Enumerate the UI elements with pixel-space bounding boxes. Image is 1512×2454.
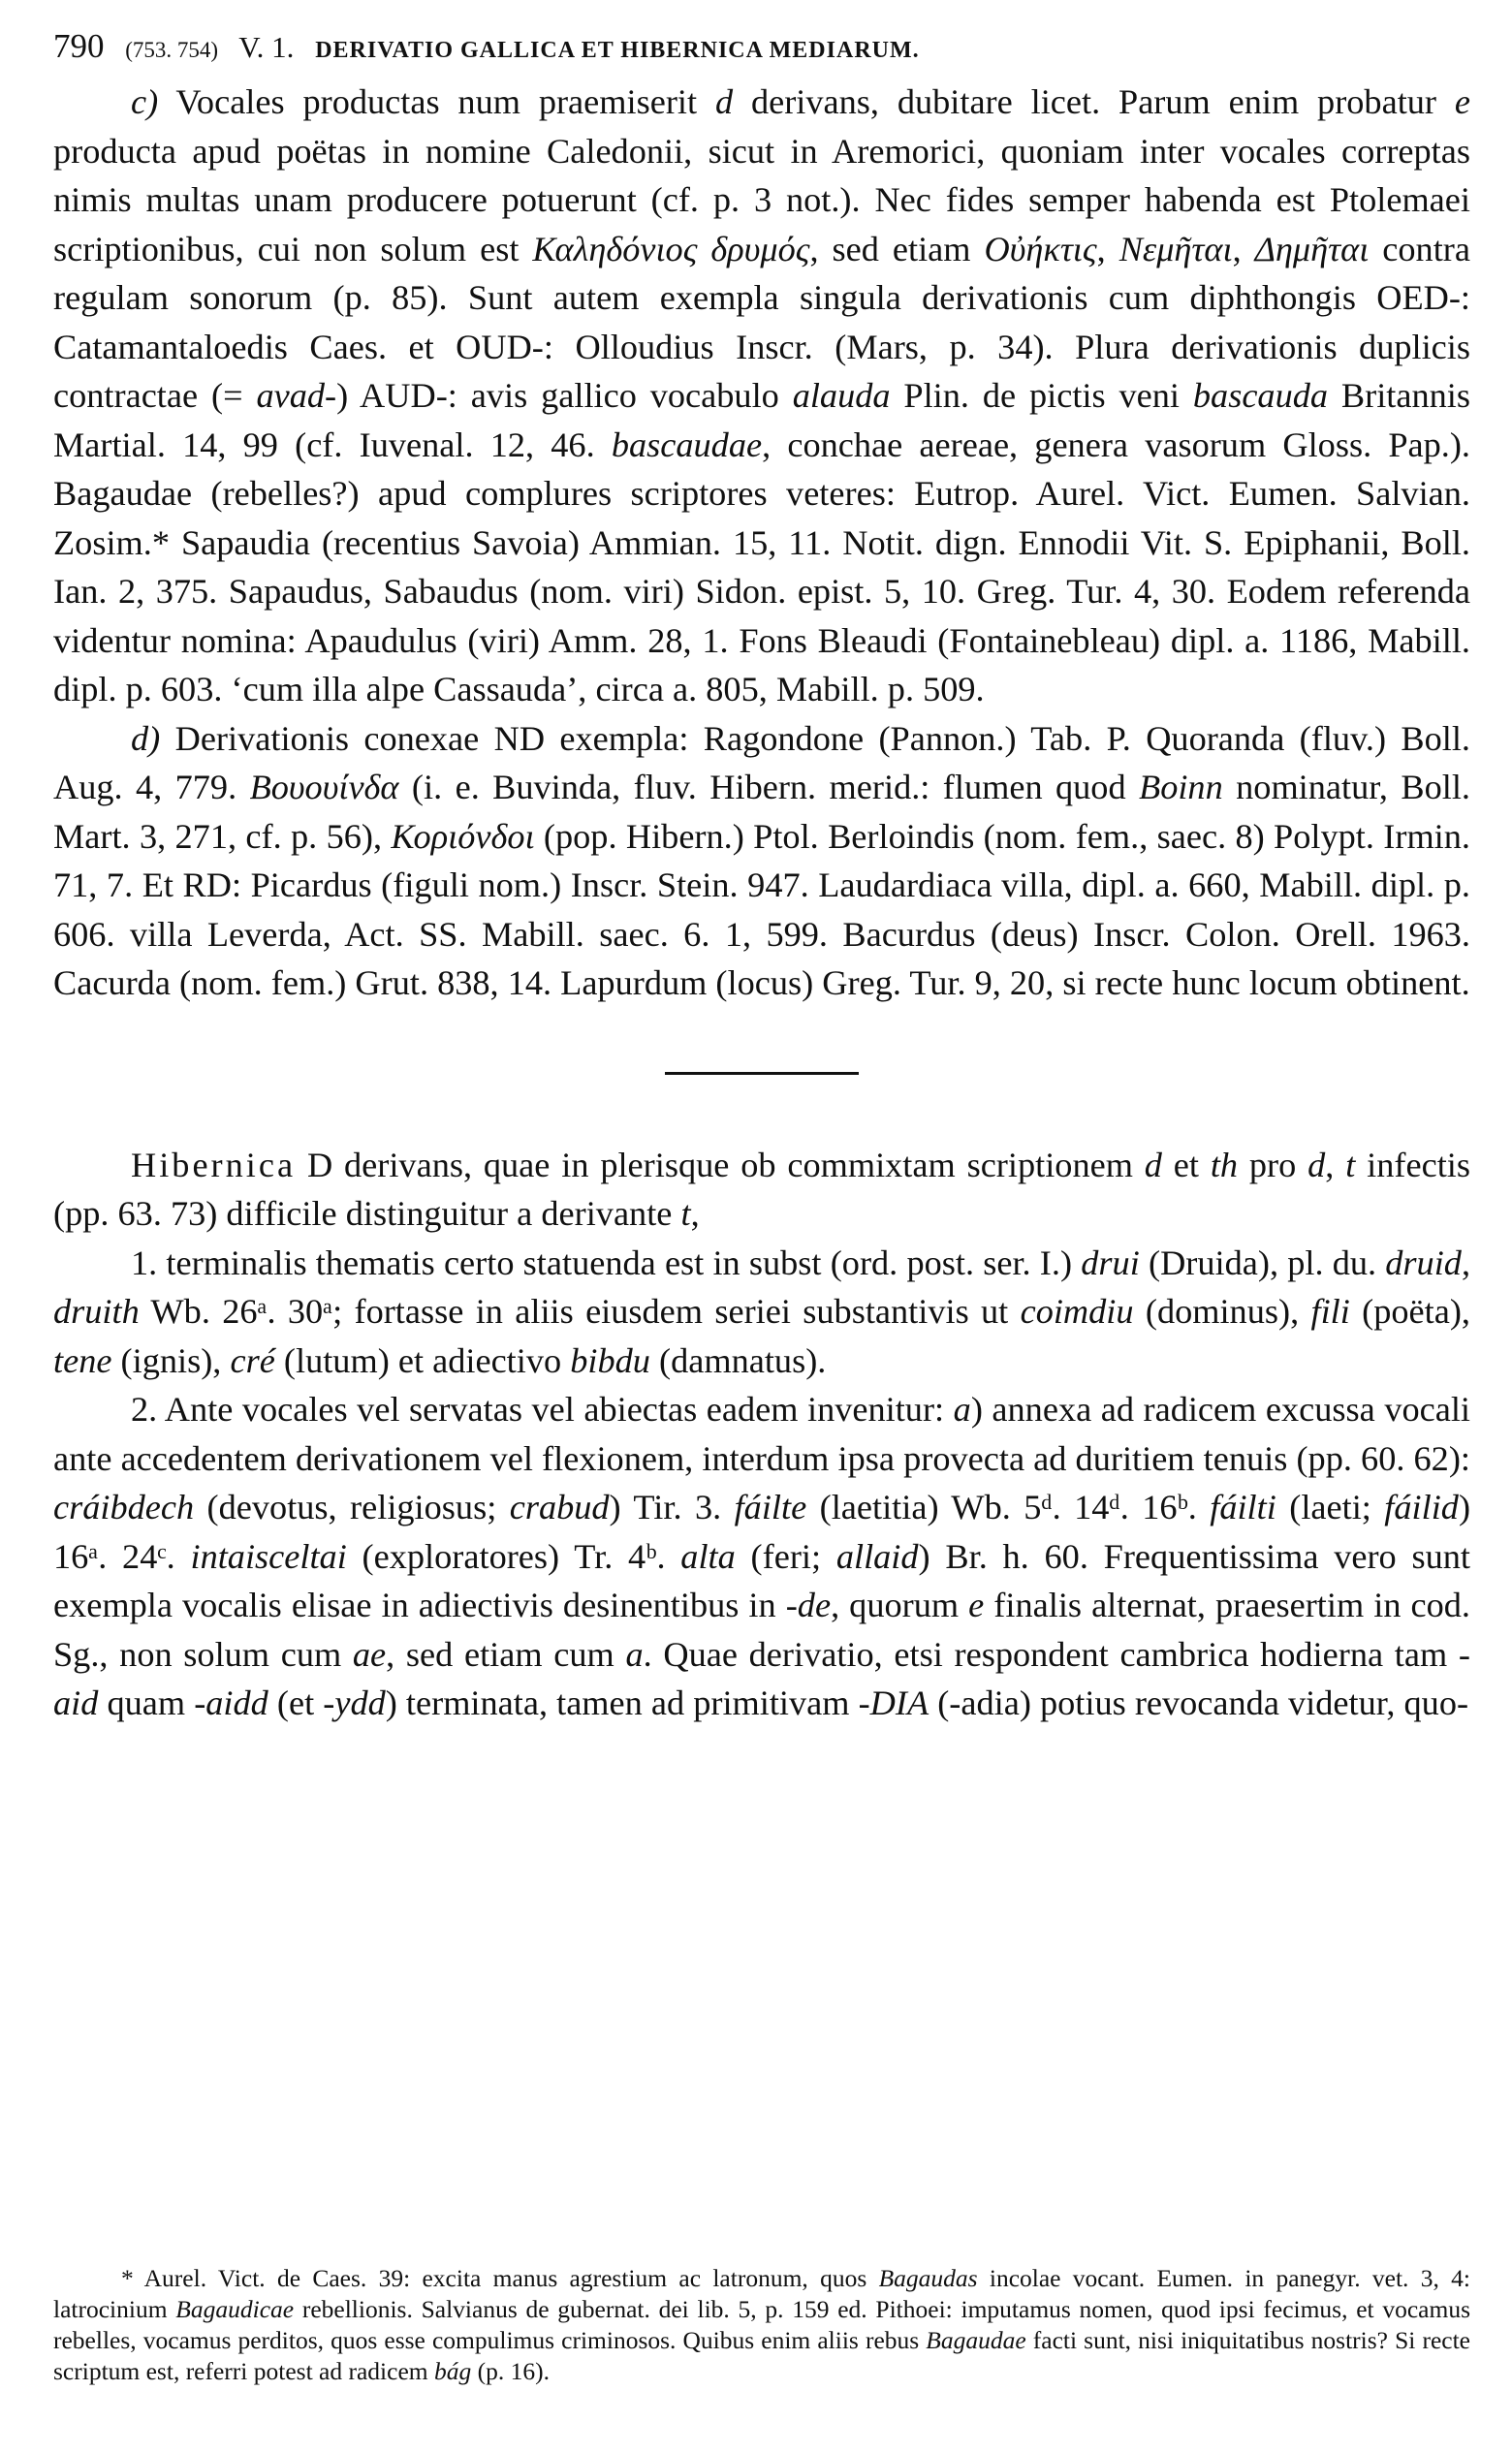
- greek-word: Κοριόνδοι: [391, 816, 535, 856]
- section-divider: [665, 1072, 859, 1075]
- hibernica-heading: Hibernica: [131, 1145, 297, 1184]
- volume-ref: V. 1.: [238, 30, 295, 64]
- paragraph-item-1: 1. terminalis thematis certo statuenda est in subst (ord. post. ser. I.) drui (Druida), pl. du. druid, druith Wb. 26ᵃ. 30ᵃ; fortasse in aliis eiusdem seriei substantivis ut coimdiu (dominus), fili (poëta), tene (ignis), cré (lutum) et adiectivo bibdu (damnatus).: [53, 1243, 1471, 1380]
- label-d: d): [131, 718, 161, 758]
- footnotes: [53, 2263, 1470, 2387]
- page-number: 790: [53, 27, 105, 65]
- paragraph-hibernica: Hibernica D derivans, quae in plerisque ob commixtam scriptionem d et th pro d, t infectis (pp. 63. 73) difficile distinguitur a derivante t,: [53, 1145, 1470, 1233]
- paragraph-d: d) Derivationis conexae ND exempla: Ragondone (Pannon.) Tab. P. Quoranda (fluv.) Boll. Aug. 4, 779. Βουουίνδα (i. e. Buvinda, fluv. Hibern. merid.: flumen quod Boinn nominatur, Boll. Mart. 3, 271, cf. p. 56), Κοριόνδοι (pop. Hibern.) Ptol. Berloindis (nom. fem., saec. 8) Polypt. Irmin. 71, 7. Et RD: Picardus (figuli nom.) Inscr. Stein. 947. Laudardiaca villa, dipl. a. 660, Mabill. dipl. p. 606. villa Leverda, Act. SS. Mabill. saec. 6. 1, 599. Bacurdus (deus) Inscr. Colon. Orell. 1963. Cacurda (nom. fem.) Grut. 838, 14. Lapurdum (locus) Greg. Tur. 9, 20, si recte hunc locum obtinent.: [53, 718, 1470, 1002]
- footnote-1: * Aurel. Vict. de Caes. 39: excita manus agrestium ac latronum, quos Bagaudas incolae vocant. Eumen. in panegyr. vet. 3, 4: latrocinium Bagaudicae rebellionis. Salvianus de gubernat. dei lib. 5, p. 159 ed. Pithoei: imputamus nomen, quod ipsi fecimus, et vocamus rebelles, vocamus perditos, quos esse compulimus criminosos. Quibus enim aliis rebus Bagaudae facti sunt, nisi iniquitatibus nostris? Si recte scriptum est, referri potest ad radicem bág (p. 16).: [53, 2264, 1470, 2385]
- greek-word: Δημῆται: [1254, 229, 1370, 268]
- paragraph-item-2: 2. Ante vocales vel servatas vel abiectas eadem invenitur: a) annexa ad radicem excussa vocali ante accedentem derivationem vel flexionem, interdum ipsa provecta ad duritiem tenuis (pp. 60. 62): cráibdech (devotus, religiosus; crabud) Tir. 3. fáilte (laetitia) Wb. 5ᵈ. 14ᵈ. 16ᵇ. fáilti (laeti; fáilid) 16ᵃ. 24ᶜ. intaisceltai (exploratores) Tr. 4ᵇ. alta (feri; allaid) Br. h. 60. Frequentissima vero sunt exempla vocalis elisae in adiectivis desinentibus in -de, quorum e finalis alternat, praesertim in cod. Sg., non solum cum ae, sed etiam cum a. Quae derivatio, etsi respondent cambrica hodierna tam -aid quam -aidd (et -ydd) terminata, tamen ad primitivam -DIA (-adia) potius revocanda videtur, quo-: [53, 1390, 1471, 1722]
- greek-word: Καληδόνιος δρυμός: [532, 229, 810, 268]
- running-header: [53, 27, 1470, 78]
- label-c: c): [131, 82, 159, 121]
- page-refs: (753. 754): [125, 38, 219, 62]
- main-text: [53, 78, 1470, 1728]
- greek-word: Νεμῆται: [1118, 229, 1233, 268]
- greek-word: Οὐήκτις: [984, 229, 1097, 268]
- paragraph-c: c) Vocales productas num praemiserit d derivans, dubitare licet. Parum enim probatur e producta apud poëtas in nomine Caledonii, sicut in Aremorici, quoniam inter vocales correptas nimis multas unam producere potuerunt (cf. p. 3 not.). Nec fides semper habenda est Ptolemaei scriptionibus, cui non solum est Καληδόνιος δρυμός, sed etiam Οὐήκτις, Νεμῆται, Δημῆται contra regulam sonorum (p. 85). Sunt autem exempla singula derivationis cum diphthongis OED-: Catamantaloedis Caes. et OUD-: Olloudius Inscr. (Mars, p. 34). Plura derivationis duplicis contractae (= avad-) AUD-: avis gallico vocabulo alauda Plin. de pictis veni bascauda Britannis Martial. 14, 99 (cf. Iuvenal. 12, 46. bascaudae, conchae aereae, genera vasorum Gloss. Pap.). Bagaudae (rebelles?) apud complures scriptores veteres: Eutrop. Aurel. Vict. Eumen. Salvian. Zosim.* Sapaudia (recentius Savoia) Ammian. 15, 11. Notit. dign. Ennodii Vit. S. Epiphanii, Boll. Ian. 2, 375. Sapaudus, Sabaudus (nom. viri) Sidon. epist. 5, 10. Greg. Tur. 4, 30. Eodem referenda videntur nomina: Apaudulus (viri) Amm. 28, 1. Fons Bleaudi (Fontainebleau) dipl. a. 1186, Mabill. dipl. p. 603. ‘cum illa alpe Cassauda’, circa a. 805, Mabill. p. 509.: [53, 82, 1470, 708]
- greek-word: Βουουίνδα: [249, 768, 399, 806]
- running-title: DERIVATIO GALLICA ET HIBERNICA MEDIARUM.: [315, 38, 920, 63]
- page: [53, 27, 1470, 1728]
